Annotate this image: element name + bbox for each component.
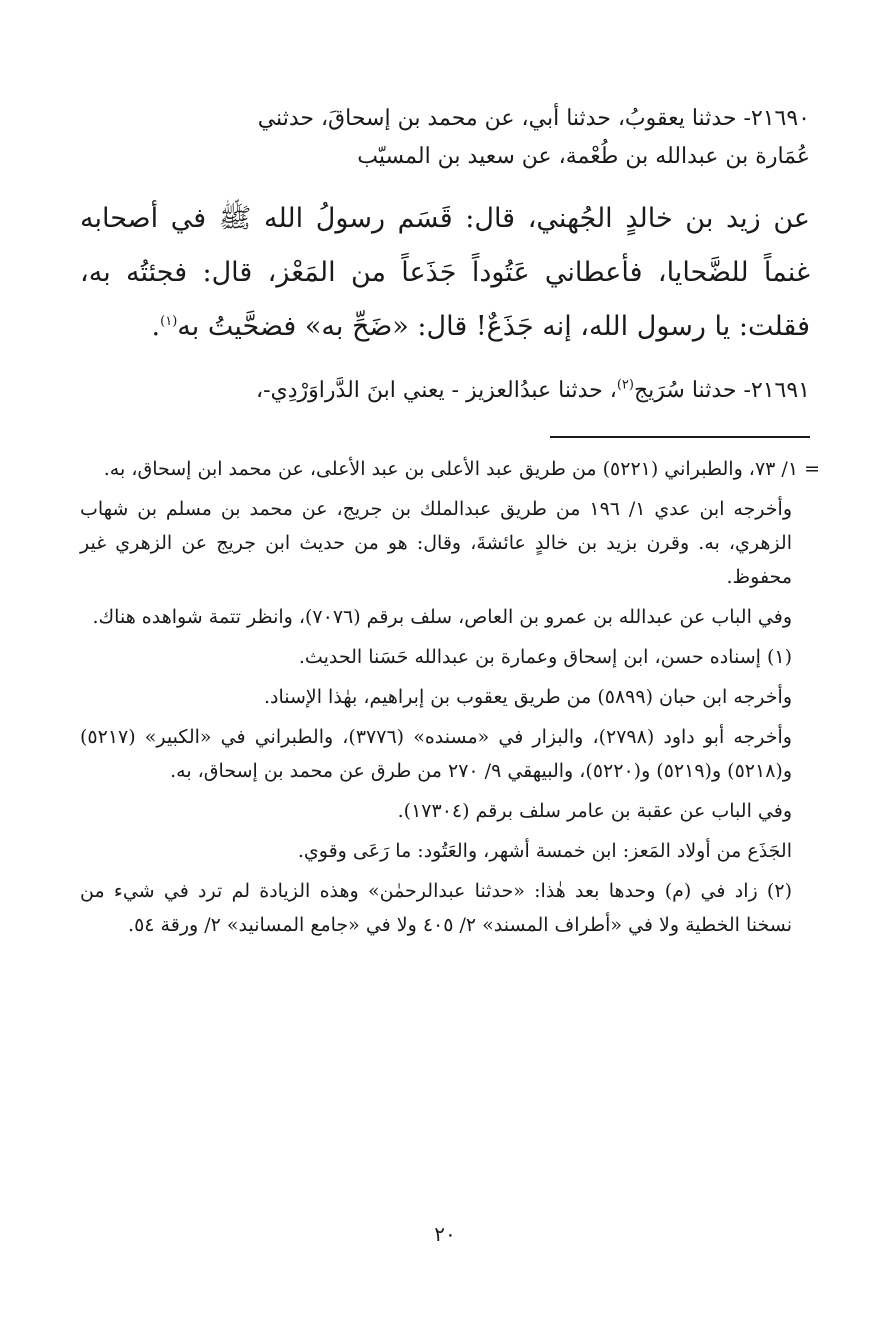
hadith-matn-text: عن زيد بن خالدٍ الجُهني، قال: قَسَم رسولُ الله ﷺ في أصحابه غنماً للضَّحايا، فأعطاني عَتُوداً جَذَعاً من المَعْز، قال: فجئتُه به، فقلت: يا رسول الله، إنه جَذَعٌ! قال: «ضَحِّ به» فضحَّيتُ به [80,203,810,342]
hadith-matn [80,192,810,354]
isnad-line-1: ٢١٦٩٠- حدثنا يعقوبُ، حدثنا أبي، عن محمد بن إسحاقَ، حدثني [257,106,810,131]
hadith-21691-start: ٢١٦٩١- حدثنا سُرَيج [633,378,810,403]
footnote-paragraph: وفي الباب عن عبدالله بن عمرو بن العاص، سلف برقم (٧٠٧٦)، وانظر تتمة شواهده هناك. [92,606,792,628]
footnote-1: (١) إسناده حسن، ابن إسحاق وعمارة بن عبدالله حَسَنا الحديث. [298,646,792,668]
footnote-paragraph: وأخرجه ابن حبان (٥٨٩٩) من طريق يعقوب بن إبراهيم، بهٰذا الإسناد. [263,686,792,708]
footnote-ref-1[interactable]: (١) [160,314,178,329]
hadith-matn-end: . [151,311,161,342]
footnote-paragraph: الجَذَع من أولاد المَعز: ابن خمسة أشهر، والعَتُود: ما رَعَى وقوي. [297,840,792,862]
footnotes-section [80,452,820,942]
isnad-line-2: عُمَارة بن عبدالله بن طُعْمة، عن سعيد بن المسيّب [357,144,810,169]
hadith-21690 [80,100,810,354]
footnote-2: (٢) زاد في (م) وحدها بعد هٰذا: «حدثنا عبدالرحمٰن» وهذه الزيادة لم ترد في شيء من نسخنا الخطية ولا في «أطراف المسند» ٢/ ٤٠٥ ولا في «جامع المسانيد» ٢/ ورقة ٥٤. [80,880,792,936]
footnote-ref-2[interactable]: (٢) [616,377,634,393]
page-number: ٢٠ [434,1222,456,1246]
hadith-21691 [80,372,810,410]
hadith-21691-rest: ، حدثنا عبدُالعزيز - يعني ابنَ الدَّراوَرْدِي-، [255,378,617,403]
page [80,100,820,1310]
footnote-paragraph: وأخرجه أبو داود (٢٧٩٨)، والبزار في «مسنده» (٣٧٧٦)، والطبراني في «الكبير» (٥٢١٧) و(٥٢١٨) و(٥٢١٩) و(٥٢٢٠)، والبيهقي ٩/ ٢٧٠ من طرق عن محمد بن إسحاق، به. [80,726,792,782]
footnote-paragraph: = ١/ ٧٣، والطبراني (٥٢٢١) من طريق عبد الأعلى بن عبد الأعلى، عن محمد ابن إسحاق، به. [103,458,820,480]
footnote-divider [550,436,810,438]
footnote-paragraph: وفي الباب عن عقبة بن عامر سلف برقم (١٧٣٠٤). [397,800,792,822]
footnote-paragraph: وأخرجه ابن عدي ١/ ١٩٦ من طريق عبدالملك بن جريج، عن محمد بن مسلم بن شهاب الزهري، به. وقرن بزيد بن خالدٍ عائشةَ، وقال: هو من حديث ابن جريج عن الزهري غير محفوظ. [80,498,792,588]
